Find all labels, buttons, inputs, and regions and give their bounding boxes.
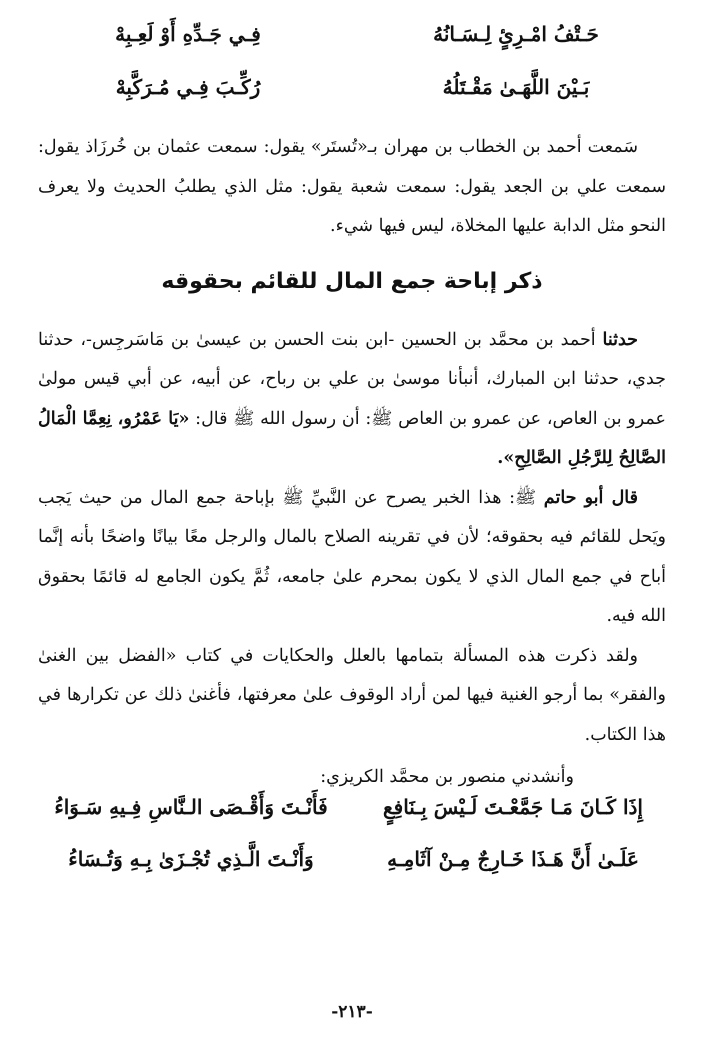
book-page: [38, 22, 666, 1022]
verse-second-hemistich: رُكِّـبَ فِـي مُـرَكَّبِهْ: [115, 75, 261, 99]
hadith-chain: أحمد بن محمَّد بن الحسين -ابن بنت الحسن بن عيسىٰ بن مَاسَرجِس-، حدثنا جدي، حدثنا ابن المبارك، أنبأنا موسىٰ بن علي بن رباح، عن أبيه، عن أبي قيس مولىٰ عمرو بن العاص، عن عمرو بن العاص ﷺ: أن رسول الله ﷺ قال:: [38, 329, 666, 429]
section-heading: ذكر إباحة جمع المال للقائم بحقوقه: [161, 268, 543, 294]
book-reference-paragraph: ولقد ذكرت هذه المسألة بتمامها بالعلل والحكايات في كتاب «الفضل بين الغنىٰ والفقر» بما أرجو الغنية فيها لمن أراد الوقوف علىٰ معرفتها، فأغنىٰ ذلك عن تكرارها في هذا الكتاب.: [38, 645, 666, 745]
closing-poem: [38, 795, 666, 899]
closing-poem-intro: وأنشدني منصور بن محمَّد الكريزي:: [320, 767, 574, 787]
verse-first-hemistich: إِذَا كَـانَ مَـا جَمَّعْـتَ لَـيْسَ بِـنَافِعٍ: [383, 795, 643, 819]
verse-second-hemistich: فَأَنْـتَ وَأَقْـصَى الـنَّاسِ فِـيهِ سَـوَاءُ: [54, 795, 328, 819]
verse-first-hemistich: بَـيْنَ اللَّهَـىٰ مَقْـتَلُهُ: [442, 75, 590, 99]
poem-verse: [38, 75, 666, 128]
verse-first-hemistich: عَلَـىٰ أَنَّ هَـذَا خَـارِجٌ مِـنْ آثَامِـهِ: [387, 847, 639, 871]
poem-verse: [38, 795, 666, 847]
hadith-lead: حدثنا: [602, 329, 638, 350]
hadith-paragraph: [38, 321, 666, 479]
page-number: -٢١٣-: [331, 1002, 373, 1022]
commentary-text: ﷺ: هذا الخبر يصرح عن النَّبيِّ ﷺ بإباحة جمع المال من حيث يَجب ويَحل للقائم فيه بحقوقه؛ لأن في تقرينه الصلاح بالمال والرجل معًا بيانًا واضحًا بأنه إنَّما أباح في جمع المال الذي لا يكون بمحرم علىٰ جامعه، ثُمَّ يكون الجامع له قائمًا بحقوق الله فيه.: [38, 487, 666, 626]
report-paragraph: سَمعت أحمد بن الخطاب بن مهران بـ«تُستَر» يقول: سمعت عثمان بن خُرزَاذ يقول: سمعت علي بن الجعد يقول: سمعت شعبة يقول: مثل الذي يطلبُ الحديث ولا يعرف النحو مثل الدابة عليها المخلاة، ليس فيها شيء.: [38, 137, 666, 236]
verse-first-hemistich: حَـتْفُ امْـرِئٍ لِـسَـانُهُ: [433, 22, 599, 46]
verse-second-hemistich: وَأَنْـتَ الَّـذِي تُجْـزَىٰ بِـهِ وَتُـسَاءُ: [68, 847, 314, 871]
commentary-paragraph: [38, 479, 666, 637]
verse-second-hemistich: فِـي جَـدِّهِ أَوْ لَعِـبِهْ: [115, 22, 261, 46]
commentary-lead: قال أبو حاتم: [543, 487, 638, 508]
poem-verse: [38, 22, 666, 75]
opening-poem: [38, 22, 666, 128]
poem-verse: [38, 847, 666, 899]
hadith-quote: «يَا عَمْرُو، نِعِمَّا الْمَالُ الصَّالِحُ لِلرَّجُلِ الصَّالِحِ».: [38, 408, 666, 468]
